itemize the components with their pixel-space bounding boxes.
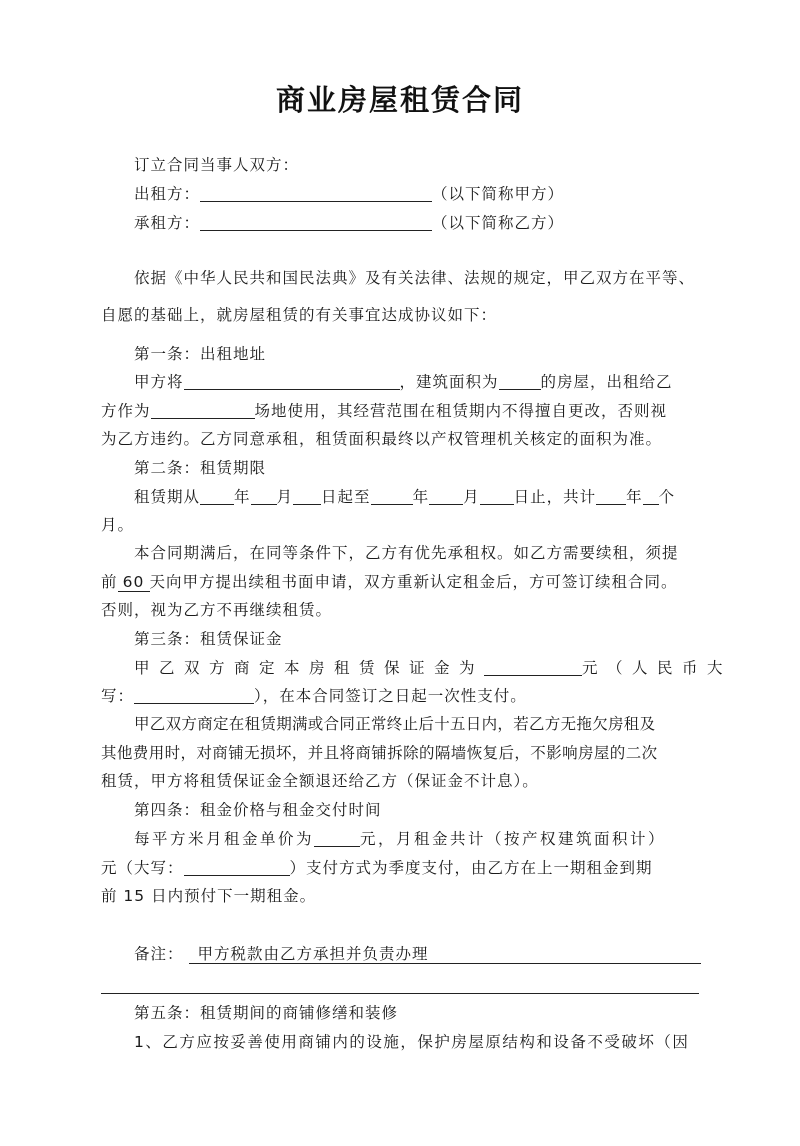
total-month-blank[interactable] [643, 488, 659, 505]
remark-line [134, 944, 701, 964]
lessee-suffix: （以下简称乙方） [432, 214, 565, 232]
section-divider [101, 993, 699, 994]
lessor-line [134, 184, 564, 204]
start-month-blank[interactable] [251, 488, 277, 505]
remark-text: 甲方税款由乙方承担并负责办理 [189, 946, 701, 964]
address-blank[interactable] [184, 373, 400, 390]
end-month-blank[interactable] [429, 488, 463, 505]
deposit-words-blank[interactable] [134, 687, 254, 704]
usage-blank[interactable] [151, 402, 255, 419]
article-3-para-2-line-2: 其他费用时，对商铺无损坏，并且将商铺拆除的隔墙恢复后，不影响房屋的二次 [101, 744, 658, 762]
article-5-line-1: 1、乙方应按妥善使用商铺内的设施，保护房屋原结构和设备不受破坏（因 [134, 1033, 690, 1051]
monthly-rent-words-blank[interactable] [184, 859, 290, 876]
parties-intro: 订立合同当事人双方： [134, 156, 300, 174]
article-2-para-2-line-2: 前 60 天向甲方提出续租书面申请，双方重新认定租金后，方可签订续租合同。 [101, 573, 678, 591]
total-year-blank[interactable] [596, 488, 626, 505]
article-5-heading: 第五条：租赁期间的商铺修缮和装修 [134, 1004, 399, 1022]
article-1-heading: 第一条：出租地址 [134, 345, 267, 363]
lessee-blank[interactable] [200, 214, 432, 231]
article-2-line-1: 租赁期从 年 月 日起至 年 月 日止，共计 年 个 [134, 488, 676, 506]
lessee-label: 承租方： [134, 214, 201, 232]
end-year-blank[interactable] [371, 488, 413, 505]
article-3-line-1: 甲乙双方商定本房租赁保证金为 元（人民币大 [134, 659, 733, 677]
start-day-blank[interactable] [293, 488, 321, 505]
article-4-line-2: 元（大写： ）支付方式为季度支付，由乙方在上一期租金到期 [101, 859, 653, 877]
article-3-para-2-line-3: 租赁，甲方将租赁保证金全额退还给乙方（保证金不计息）。 [101, 772, 539, 790]
article-2-line-2: 月。 [101, 516, 135, 534]
article-4-heading: 第四条：租金价格与租金交付时间 [134, 801, 382, 819]
article-3-para-2-line-1: 甲乙双方商定在租赁期满或合同正常终止后十五日内，若乙方无拖欠房租及 [134, 715, 656, 733]
lessor-label: 出租方： [134, 185, 201, 203]
article-1-line-2: 方作为 场地使用，其经营范围在租赁期内不得擅自更改，否则视 [101, 402, 668, 420]
article-1-line-3: 为乙方违约。乙方同意承租，租赁面积最终以产权管理机关核定的面积为准。 [101, 430, 663, 448]
remark-label: 备注： [134, 945, 184, 963]
document-title: 商业房屋租赁合同 [275, 83, 524, 117]
unit-rent-blank[interactable] [314, 830, 360, 847]
lessor-suffix: （以下简称甲方） [432, 185, 565, 203]
article-3-line-2: 写： ），在本合同签订之日起一次性支付。 [101, 687, 527, 705]
notice-days-value[interactable]: 60 [118, 574, 150, 592]
article-3-heading: 第三条：租赁保证金 [134, 630, 283, 648]
preamble-line-1: 依据《中华人民共和国民法典》及有关法律、法规的规定，甲乙双方在平等、 [134, 269, 696, 287]
article-2-para-2-line-1: 本合同期满后，在同等条件下，乙方有优先承租权。如乙方需要续租，须提 [134, 544, 679, 562]
preamble-line-2: 自愿的基础上，就房屋租赁的有关事宜达成协议如下： [101, 306, 498, 324]
area-blank[interactable] [499, 373, 541, 390]
end-day-blank[interactable] [480, 488, 514, 505]
article-4-line-1: 每平方米月租金单价为 元，月租金共计（按产权建筑面积计） [134, 830, 667, 848]
start-year-blank[interactable] [200, 488, 234, 505]
article-2-heading: 第二条：租赁期限 [134, 459, 267, 477]
article-2-para-2-line-3: 否则，视为乙方不再继续租赁。 [101, 601, 333, 619]
lessee-line [134, 213, 564, 233]
article-1-line-1: 甲方将 ，建筑面积为 的房屋，出租给乙 [134, 373, 673, 391]
lessor-blank[interactable] [200, 185, 432, 202]
deposit-amount-blank[interactable] [484, 659, 582, 676]
article-4-line-3: 前 15 日内预付下一期租金。 [101, 887, 317, 905]
